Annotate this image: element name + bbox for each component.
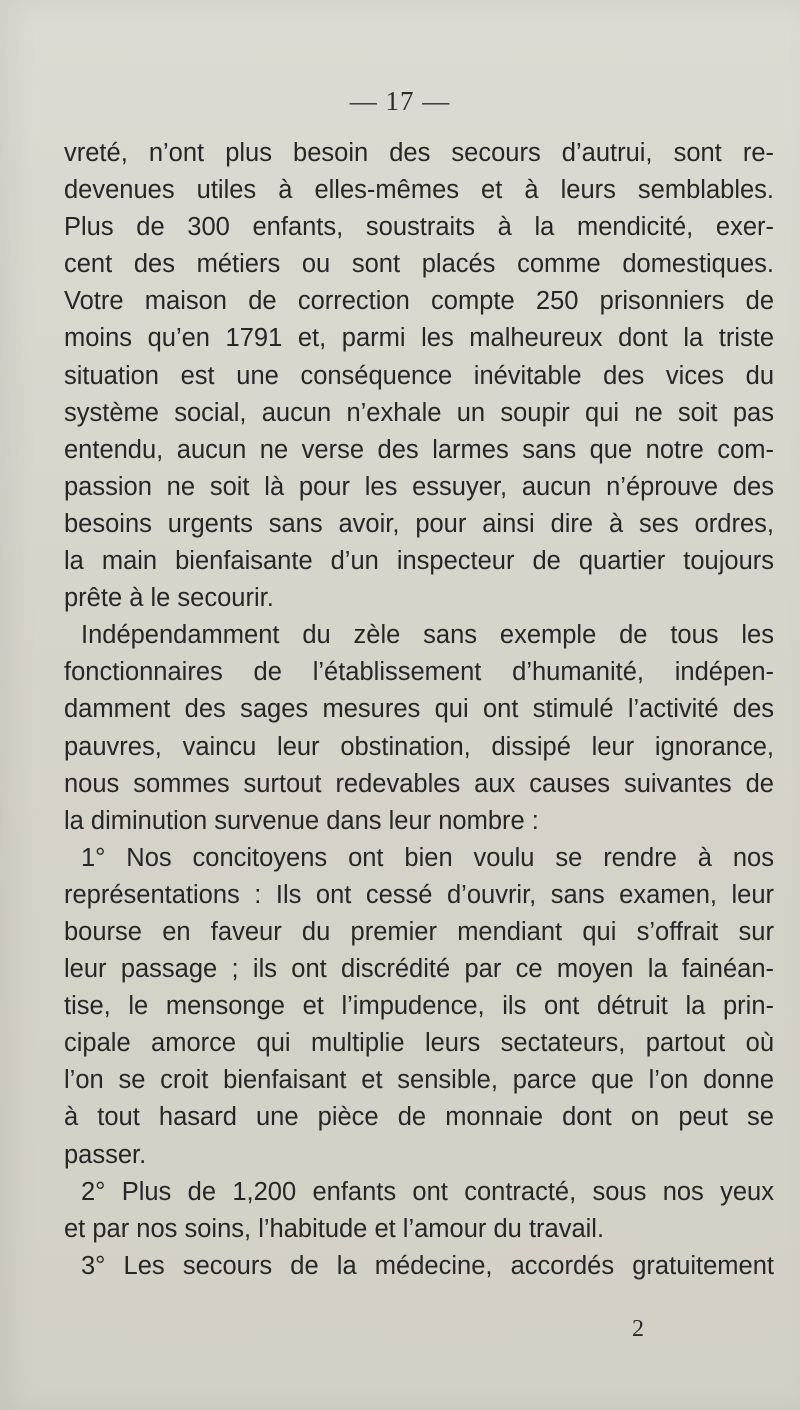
text-line: devenues utiles à elles-mêmes et à leurs semblables. — [64, 176, 774, 205]
text-line: moins qu’en 1791 et, parmi les malheureux dont la triste — [64, 324, 774, 353]
text-line: Plus de 300 enfants, soustraits à la mendicité, exer- — [64, 213, 774, 242]
text-line: besoins urgents sans avoir, pour ainsi dire à ses ordres, — [64, 509, 774, 538]
text-line: vreté, n’ont plus besoin des secours d’autrui, sont re- — [64, 139, 774, 167]
text-line: cipale amorce qui multiplie leurs sectateurs, partout où — [64, 1029, 774, 1058]
text-line: pauvres, vaincu leur obstination, dissipé leur ignorance, — [64, 732, 774, 761]
text-line: cent des métiers ou sont placés comme domestiques. — [64, 250, 774, 279]
text-line: la main bienfaisante d’un inspecteur de quartier toujours — [64, 547, 774, 576]
text-line: nous sommes surtout redevables aux causes suivantes de — [64, 769, 774, 798]
text-line: l’on se croit bienfaisant et sensible, parce que l’on donne — [64, 1066, 774, 1095]
text-line: 3° Les secours de la médecine, accordés gratuitement — [81, 1251, 774, 1280]
text-line: Votre maison de correction compte 250 prisonniers de — [64, 287, 774, 316]
text-line: passer. — [64, 1140, 147, 1169]
text-line: tise, le mensonge et l’impudence, ils ont détruit la prin- — [64, 992, 774, 1021]
text-line: 2° Plus de 1,200 enfants ont contracté, sous nos yeux — [81, 1177, 774, 1206]
text-line: situation est une conséquence inévitable des vices du — [64, 361, 774, 390]
text-line: Indépendamment du zèle sans exemple de tous les — [81, 621, 774, 650]
text-line: fonctionnaires de l’établissement d’humanité, indépen- — [64, 658, 774, 687]
text-line: bourse en faveur du premier mendiant qui s’offrait sur — [64, 917, 774, 946]
text-line: la diminution survenue dans leur nombre : — [64, 806, 539, 835]
text-line: leur passage ; ils ont discrédité par ce moyen la fainéan- — [64, 955, 774, 984]
signature-mark: 2 — [632, 1316, 644, 1342]
text-line: système social, aucun n’exhale un soupir qui ne soit pas — [64, 398, 774, 427]
page-number-header: — 17 — — [349, 86, 451, 116]
text-line: damment des sages mesures qui ont stimulé l’activité des — [64, 695, 774, 724]
text-line: 1° Nos concitoyens ont bien voulu se rendre à nos — [81, 843, 774, 872]
text-line: et par nos soins, l’habitude et l’amour du travail. — [64, 1214, 605, 1243]
text-line: à tout hasard une pièce de monnaie dont on peut se — [64, 1103, 774, 1132]
text-line: entendu, aucun ne verse des larmes sans que notre com- — [64, 435, 774, 464]
text-line: prête à le secourir. — [64, 584, 274, 613]
text-line: passion ne soit là pour les essuyer, aucun n’éprouve des — [64, 472, 774, 501]
body-text — [64, 135, 774, 1285]
text-line: représentations : Ils ont cessé d’ouvrir, sans examen, leur — [64, 880, 774, 909]
